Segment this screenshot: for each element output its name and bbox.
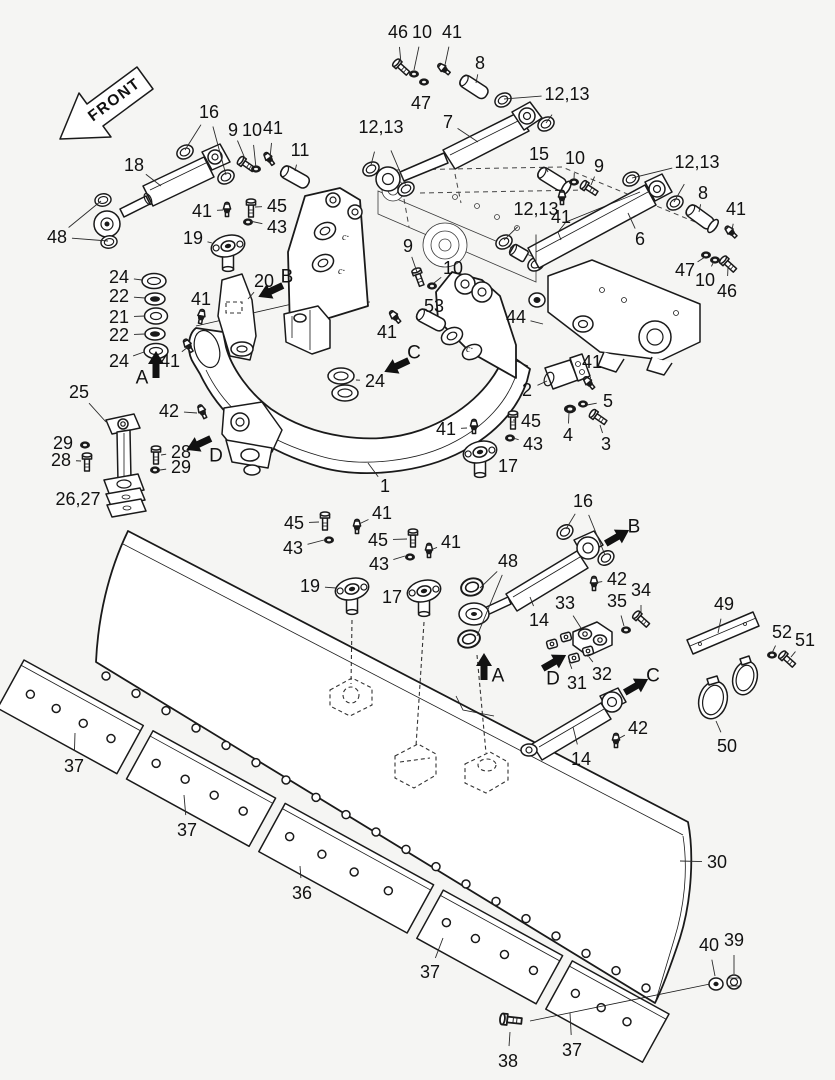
bolt-45 <box>320 512 329 530</box>
cast-mark: c· <box>338 266 345 277</box>
angle-cylinder-18 <box>94 142 237 249</box>
mount-bracket-44 <box>529 260 700 375</box>
washer-10 <box>427 282 437 289</box>
callout-24: 24 <box>108 351 130 371</box>
callout-2: 2 <box>521 380 533 400</box>
washer-29 <box>150 466 160 473</box>
pin-11 <box>279 164 312 190</box>
callout-4: 4 <box>562 425 574 445</box>
view-arrow-C <box>621 672 652 699</box>
callout-46: 46 <box>716 281 738 301</box>
callout-9: 9 <box>593 156 605 176</box>
callout-12,13: 12,13 <box>513 199 559 219</box>
callout-28: 28 <box>50 450 72 470</box>
callout-32: 32 <box>591 664 613 684</box>
callout-17: 17 <box>497 456 519 476</box>
callout-33: 33 <box>554 593 576 613</box>
grease-fitting-41 <box>353 519 360 533</box>
callout-43: 43 <box>368 554 390 574</box>
trunnion-19 <box>209 232 247 272</box>
bolt-9 <box>579 180 599 198</box>
washer-47 <box>419 78 429 85</box>
bolt-46 <box>391 58 411 77</box>
callout-9: 9 <box>227 120 239 140</box>
callout-15: 15 <box>528 144 550 164</box>
grease-fitting-41 <box>262 151 276 167</box>
callout-41: 41 <box>725 199 747 219</box>
seal-stack <box>142 274 168 359</box>
view-letter-A: A <box>491 665 505 687</box>
callout-29: 29 <box>170 457 192 477</box>
cast-mark: c· <box>342 232 349 243</box>
washer-4 <box>564 405 576 414</box>
callout-12,13: 12,13 <box>358 117 404 137</box>
kingpin-25-assembly <box>104 414 146 517</box>
frame-left-arm <box>288 188 368 330</box>
nut-39 <box>727 975 741 989</box>
callout-47: 47 <box>674 260 696 280</box>
view-arrow-B <box>602 523 633 550</box>
view-letter-D: D <box>209 445 223 467</box>
callout-36: 36 <box>291 883 313 903</box>
callout-43: 43 <box>522 434 544 454</box>
grease-fitting-41 <box>723 224 738 239</box>
front-direction-arrow <box>60 67 153 139</box>
washer-10 <box>409 70 419 77</box>
callout-7: 7 <box>442 112 454 132</box>
bolt-28 <box>82 453 91 471</box>
callout-30: 30 <box>706 852 728 872</box>
callout-16: 16 <box>198 102 220 122</box>
view-arrow-B <box>255 278 286 304</box>
callout-9: 9 <box>402 236 414 256</box>
callout-10: 10 <box>564 148 586 168</box>
callout-42: 42 <box>606 569 628 589</box>
callout-8: 8 <box>474 53 486 73</box>
callout-44: 44 <box>505 307 527 327</box>
callout-8: 8 <box>697 183 709 203</box>
bolt-45 <box>408 529 417 547</box>
callout-18: 18 <box>123 155 145 175</box>
hose-guard-49 <box>687 612 759 654</box>
front-label: FRONT <box>85 74 144 126</box>
view-letter-C: C <box>646 665 660 687</box>
cast-mark: c· <box>466 344 473 355</box>
callout-41: 41 <box>191 201 213 221</box>
callout-12,13: 12,13 <box>674 152 720 172</box>
bolt-9 <box>411 267 426 287</box>
washer-35 <box>621 626 631 633</box>
callout-1: 1 <box>379 476 391 496</box>
callout-37: 37 <box>63 756 85 776</box>
grease-fitting-41 <box>223 202 230 216</box>
washer-43 <box>243 218 253 225</box>
callout-37: 37 <box>419 962 441 982</box>
grease-fitting-41 <box>582 375 597 390</box>
callout-41: 41 <box>581 352 603 372</box>
pin-8 <box>458 73 490 100</box>
callout-52: 52 <box>771 622 793 642</box>
trunnion-17 <box>405 577 443 617</box>
callout-10: 10 <box>442 258 464 278</box>
bolt-45 <box>246 199 255 217</box>
grease-fitting-41 <box>558 190 565 204</box>
callout-25: 25 <box>68 382 90 402</box>
callout-22: 22 <box>108 325 130 345</box>
callout-35: 35 <box>606 591 628 611</box>
callout-42: 42 <box>158 401 180 421</box>
callout-41: 41 <box>262 118 284 138</box>
view-arrow-C <box>381 353 412 379</box>
callout-39: 39 <box>723 930 745 950</box>
callout-47: 47 <box>410 93 432 113</box>
washer-43 <box>405 553 415 560</box>
center-bracket <box>284 306 330 354</box>
grease-fitting-41 <box>425 543 432 557</box>
view-arrow-D <box>183 431 214 457</box>
callout-41: 41 <box>441 22 463 42</box>
callout-41: 41 <box>371 503 393 523</box>
tilt-cylinder-7 <box>360 90 556 199</box>
spring-washer-5 <box>578 400 588 407</box>
callout-41: 41 <box>159 351 181 371</box>
grease-fitting-41 <box>436 62 451 77</box>
blade-moldboard <box>0 531 741 1062</box>
view-letter-A: A <box>135 367 149 389</box>
callout-42: 42 <box>627 718 649 738</box>
callout-34: 34 <box>630 580 652 600</box>
callout-51: 51 <box>794 630 816 650</box>
callout-37: 37 <box>561 1040 583 1060</box>
callout-22: 22 <box>108 286 130 306</box>
callout-19: 19 <box>182 228 204 248</box>
callout-43: 43 <box>282 538 304 558</box>
callout-48: 48 <box>497 551 519 571</box>
callout-3: 3 <box>600 434 612 454</box>
callout-49: 49 <box>713 594 735 614</box>
callout-28: 28 <box>170 442 192 462</box>
callout-5: 5 <box>602 391 614 411</box>
washer-29 <box>80 441 90 448</box>
view-letter-B: B <box>280 266 294 288</box>
callout-10: 10 <box>694 270 716 290</box>
callout-10: 10 <box>411 22 433 42</box>
callout-45: 45 <box>520 411 542 431</box>
view-letter-D: D <box>546 668 560 690</box>
callout-10: 10 <box>241 120 263 140</box>
view-arrow-D <box>539 648 570 675</box>
callout-19: 19 <box>299 576 321 596</box>
grease-fitting-41 <box>196 309 206 324</box>
callout-26,27: 26,27 <box>55 489 101 509</box>
view-arrow-A <box>476 653 492 680</box>
view-letter-B: B <box>627 516 641 538</box>
washer-40 <box>709 978 723 990</box>
callout-24: 24 <box>108 267 130 287</box>
washer-47 <box>701 251 711 258</box>
callout-41: 41 <box>376 322 398 342</box>
washer-10 <box>569 178 579 185</box>
callout-6: 6 <box>634 229 646 249</box>
callout-24: 24 <box>364 371 386 391</box>
callout-45: 45 <box>367 530 389 550</box>
callout-40: 40 <box>698 935 720 955</box>
callout-45: 45 <box>283 513 305 533</box>
plow-bolt-38 <box>499 1013 522 1026</box>
callout-41: 41 <box>440 532 462 552</box>
callout-20: 20 <box>253 271 275 291</box>
callout-17: 17 <box>381 587 403 607</box>
bolt-3 <box>588 408 608 426</box>
callout-21: 21 <box>108 307 130 327</box>
trunnion-19 <box>333 575 371 615</box>
callout-14: 14 <box>570 749 592 769</box>
grease-fitting-42 <box>196 404 208 420</box>
callout-43: 43 <box>266 217 288 237</box>
view-letter-C: C <box>407 342 421 364</box>
grease-fitting-42 <box>612 733 619 747</box>
callout-50: 50 <box>716 736 738 756</box>
callout-38: 38 <box>497 1051 519 1071</box>
callout-14: 14 <box>528 610 550 630</box>
frame-right-arm <box>436 272 516 378</box>
callout-37: 37 <box>176 820 198 840</box>
pivot-block-2 <box>542 354 590 389</box>
washer-10 <box>710 256 720 263</box>
callout-46: 46 <box>387 22 409 42</box>
callout-29: 29 <box>52 433 74 453</box>
tilt-cylinder-14-lower <box>521 688 626 760</box>
grease-fitting-42 <box>590 576 597 590</box>
callout-41: 41 <box>190 289 212 309</box>
callout-48: 48 <box>46 227 68 247</box>
callout-41: 41 <box>550 207 572 227</box>
angle-cylinder-6 <box>493 169 685 274</box>
callout-41: 41 <box>435 419 457 439</box>
callout-31: 31 <box>566 673 588 693</box>
grease-fitting-41 <box>388 309 403 324</box>
callout-12,13: 12,13 <box>544 84 590 104</box>
callout-53: 53 <box>423 296 445 316</box>
callout-11: 11 <box>290 140 310 160</box>
hose-clamps-50 <box>695 656 761 722</box>
callout-16: 16 <box>572 491 594 511</box>
washer-43 <box>324 536 334 543</box>
callout-45: 45 <box>266 196 288 216</box>
bolt-28 <box>151 446 160 464</box>
